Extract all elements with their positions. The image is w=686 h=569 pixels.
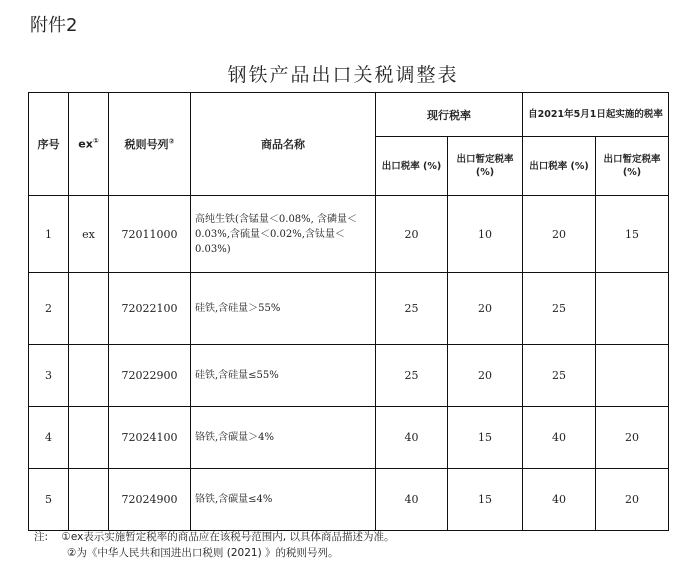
header-new-export-rate: 出口税率 (%) xyxy=(523,137,596,196)
header-seq: 序号 xyxy=(29,93,69,196)
cell-ex xyxy=(69,469,109,531)
header-tariff-no: 税则号列② xyxy=(109,93,191,196)
cell-new-export: 20 xyxy=(523,196,596,273)
cell-product-name: 铬铁,含碳量≤4% xyxy=(191,469,376,531)
table-row xyxy=(29,407,669,469)
cell-code: 72011000 xyxy=(109,196,191,273)
cell-product-name: 硅铁,含硅量≤55% xyxy=(191,345,376,407)
header-ex: ex① xyxy=(69,93,109,196)
cell-new-provisional: 15 xyxy=(596,196,669,273)
cell-current-export: 25 xyxy=(376,345,448,407)
cell-new-provisional xyxy=(596,345,669,407)
footnote-1: 注: ①ex表示实施暂定税率的商品应在该税号范围内, 以具体商品描述为准。 xyxy=(34,531,395,543)
cell-new-provisional xyxy=(596,273,669,345)
table-row xyxy=(29,469,669,531)
cell-seq: 5 xyxy=(29,469,69,531)
cell-code: 72022900 xyxy=(109,345,191,407)
cell-current-provisional: 15 xyxy=(448,469,523,531)
cell-new-export: 40 xyxy=(523,469,596,531)
cell-seq: 4 xyxy=(29,407,69,469)
cell-code: 72024100 xyxy=(109,407,191,469)
cell-new-export: 25 xyxy=(523,273,596,345)
header-new-rate: 自2021年5月1日起实施的税率 xyxy=(523,93,669,137)
cell-product-name: 铬铁,含碳量＞4% xyxy=(191,407,376,469)
header-new-provisional-rate: 出口暂定税率 (%) xyxy=(596,137,669,196)
table-row xyxy=(29,196,669,273)
header-current-provisional-rate: 出口暂定税率 (%) xyxy=(448,137,523,196)
cell-product-name: 硅铁,含硅量＞55% xyxy=(191,273,376,345)
header-current-export-rate: 出口税率 (%) xyxy=(376,137,448,196)
cell-code: 72022100 xyxy=(109,273,191,345)
header-product-name: 商品名称 xyxy=(191,93,376,196)
cell-ex xyxy=(69,407,109,469)
cell-ex xyxy=(69,345,109,407)
cell-current-export: 40 xyxy=(376,469,448,531)
cell-current-export: 40 xyxy=(376,407,448,469)
cell-product-name: 高纯生铁(含锰量＜0.08%, 含磷量＜0.03%,含硫量＜0.02%,含钛量＜0.03%) xyxy=(191,196,376,273)
cell-seq: 1 xyxy=(29,196,69,273)
cell-code: 72024900 xyxy=(109,469,191,531)
cell-ex xyxy=(69,273,109,345)
cell-current-export: 20 xyxy=(376,196,448,273)
cell-new-export: 25 xyxy=(523,345,596,407)
cell-new-export: 40 xyxy=(523,407,596,469)
tariff-table xyxy=(28,92,669,531)
cell-seq: 2 xyxy=(29,273,69,345)
page-title: 钢铁产品出口关税调整表 xyxy=(227,64,459,86)
cell-new-provisional: 20 xyxy=(596,407,669,469)
cell-current-provisional: 20 xyxy=(448,345,523,407)
cell-ex: ex xyxy=(69,196,109,273)
cell-current-export: 25 xyxy=(376,273,448,345)
footnotes xyxy=(34,529,394,561)
cell-current-provisional: 20 xyxy=(448,273,523,345)
header-current-rate: 现行税率 xyxy=(376,93,523,137)
cell-current-provisional: 15 xyxy=(448,407,523,469)
footnote-2: ②为《中华人民共和国进出口税则 (2021) 》的税则号列。 xyxy=(67,547,339,559)
cell-seq: 3 xyxy=(29,345,69,407)
attachment-label: 附件2 xyxy=(30,15,78,36)
footnote-label: 注: xyxy=(34,531,49,543)
table-row xyxy=(29,345,669,407)
table-row xyxy=(29,273,669,345)
cell-new-provisional: 20 xyxy=(596,469,669,531)
cell-current-provisional: 10 xyxy=(448,196,523,273)
